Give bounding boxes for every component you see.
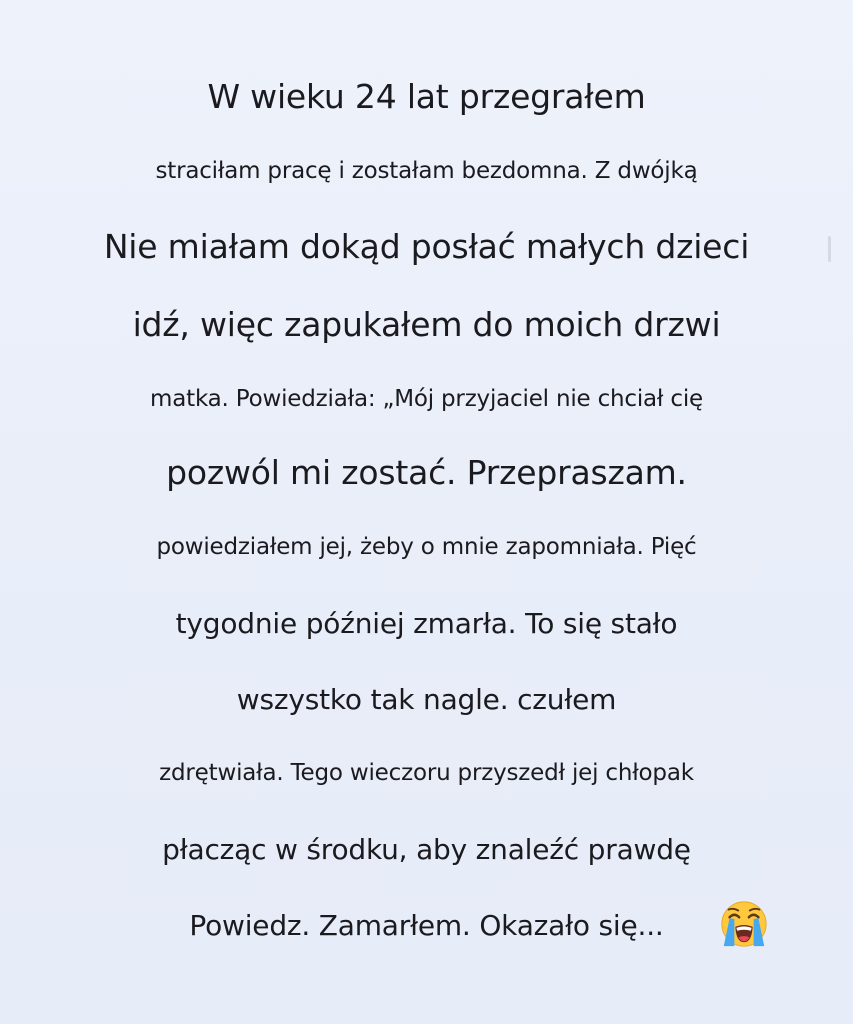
text-line-12: Powiedz. Zamarłem. Okazało się... — [189, 909, 664, 942]
text-line-11: płacząc w środku, aby znaleźć prawdę — [162, 833, 691, 866]
loudly-crying-face-icon — [715, 898, 773, 950]
text-line-7: powiedziałem jej, żeby o mnie zapomniała. Pięć — [156, 534, 697, 560]
text-line-9: wszystko tak nagle. czułem — [236, 683, 617, 716]
text-line-10: zdrętwiała. Tego wieczoru przyszedł jej chłopak — [159, 760, 694, 786]
text-line-1: W wieku 24 lat przegrałem — [207, 77, 646, 116]
text-line-5: matka. Powiedziała: „Mój przyjaciel nie chciał cię — [150, 386, 703, 412]
text-line-6: pozwól mi zostać. Przepraszam. — [166, 453, 687, 492]
text-line-8: tygodnie później zmarła. To się stało — [175, 607, 678, 640]
text-line-3: Nie miałam dokąd posłać małych dzieci — [103, 227, 750, 266]
edge-divider — [828, 236, 831, 262]
text-line-4: idź, więc zapukałem do moich drzwi — [132, 305, 721, 344]
text-line-2: straciłam pracę i zostałam bezdomna. Z dwójką — [155, 158, 698, 184]
